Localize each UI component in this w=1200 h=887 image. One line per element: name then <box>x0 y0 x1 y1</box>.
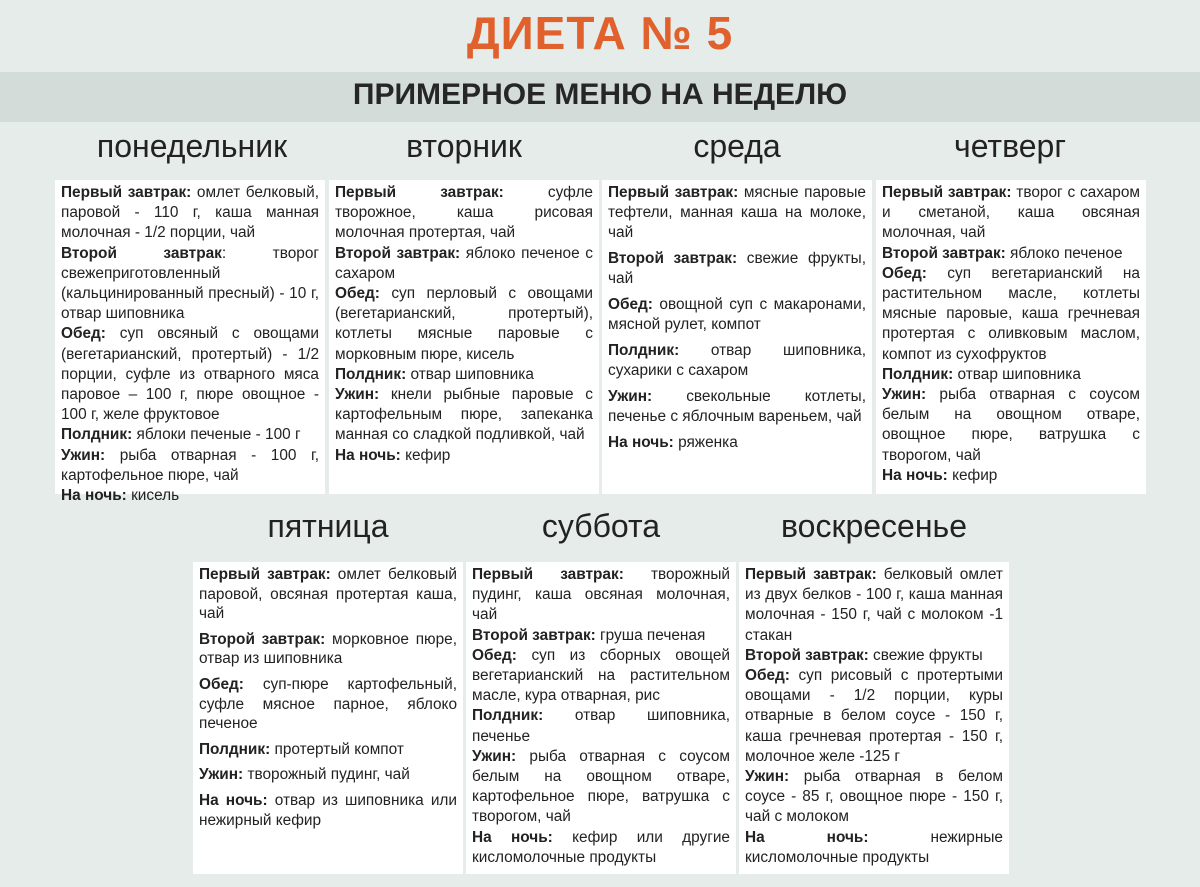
meal-item: На ночь: кефир <box>882 466 998 484</box>
meal-item: Ужин: рыба отварная в белом соусе - 85 г, овощное пюре - 150 г, чай с молоком <box>745 768 1003 826</box>
meal-item: Второй завтрак: свежие фрукты, чай <box>608 250 866 287</box>
meal-item: Полдник: протертый компот <box>199 740 404 758</box>
meal-item: Обед: суп вегетарианский на растительном масле, котлеты мясные паровые, каша гречневая протертая с оливковым маслом, компот из сухофруктов <box>882 264 1140 363</box>
meal-item: Обед: суп овсяный с овощами (вегетарианский, протертый) - 1/2 порции, суфле из отварного мяса паровое – 100 г, пюре овощное - 100 г, желе фруктовое <box>61 325 319 424</box>
meal-item: Полдник: отвар шиповника, печенье <box>472 707 730 745</box>
meal-item: Второй завтрак: свежие фрукты <box>745 646 983 664</box>
meal-item: Обед: овощной суп с макаронами, мясной рулет, компот <box>608 296 866 333</box>
meal-item: Ужин: рыба отварная - 100 г, картофельное пюре, чай <box>61 446 319 484</box>
day-heading-wednesday: среда <box>693 128 781 164</box>
meal-item: На ночь: отвар из шиповника или нежирный кефир <box>199 791 457 829</box>
menu-card-wednesday <box>602 180 872 494</box>
meal-item: На ночь: ряженка <box>608 434 738 451</box>
day-heading-tuesday: вторник <box>406 128 522 164</box>
meal-item: Обед: суп-пюре картофельный, суфле мясное парное, яблоко печеное <box>199 675 457 733</box>
meal-item: На ночь: кефир <box>335 446 451 464</box>
meal-item: Обед: суп из сборных овощей вегетарианский на растительном масле, кура отварная, рис <box>472 646 730 705</box>
meal-item: Второй завтрак: творог свежеприготовленный (кальцинированный пресный) - 10 г, отвар шиповника <box>61 244 319 323</box>
meal-item: Первый завтрак: белковый омлет из двух белков - 100 г, каша манная молочная - 150 г, чай с молоком -1 стакан <box>745 566 1003 644</box>
menu-card-monday <box>55 180 325 505</box>
menu-card-sunday <box>739 562 1009 874</box>
day-heading-friday: пятница <box>267 508 389 544</box>
menu-card-saturday <box>466 562 736 874</box>
meal-item: Второй завтрак: яблоко печеное с сахаром <box>335 244 593 282</box>
meal-item: Обед: суп перловый с овощами (вегетарианский, протертый), котлеты мясные паровые с морковным пюре, кисель <box>335 285 593 363</box>
meal-item: Второй завтрак: яблоко печеное <box>882 244 1123 262</box>
menu-card-thursday <box>876 180 1146 494</box>
meal-item: Первый завтрак: омлет белковый паровой, овсяная протертая каша, чай <box>199 566 457 623</box>
meal-item: Ужин: творожный пудинг, чай <box>199 766 410 784</box>
meal-item: Первый завтрак: творог с сахаром и сметаной, каша овсяная молочная, чай <box>882 184 1140 242</box>
menu-card-tuesday <box>329 180 599 494</box>
meal-item: Первый завтрак: мясные паровые тефтели, манная каша на молоке, чай <box>608 184 866 241</box>
page-subtitle: ПРИМЕРНОЕ МЕНЮ НА НЕДЕЛЮ <box>352 78 848 111</box>
menu-card-friday <box>193 562 463 874</box>
meal-item: Второй завтрак: морковное пюре, отвар из шиповника <box>199 630 457 668</box>
meal-item: Первый завтрак: суфле творожное, каша рисовая молочная протертая, чай <box>335 184 593 242</box>
day-heading-sunday: воскресенье <box>781 508 967 544</box>
day-heading-saturday: суббота <box>541 508 661 544</box>
page-title: ДИЕТА № 5 <box>466 7 734 59</box>
meal-item: Второй завтрак: груша печеная <box>472 626 706 644</box>
meal-item: На ночь: кисель <box>61 487 180 505</box>
meal-item: Ужин: кнели рыбные паровые с картофельным пюре, запеканка манная со сладкой подливкой, чай <box>335 386 593 444</box>
meal-item: Полдник: отвар шиповника <box>882 365 1081 383</box>
meal-item: Первый завтрак: творожный пудинг, каша овсяная молочная, чай <box>472 566 730 624</box>
day-heading-monday: понедельник <box>96 128 288 164</box>
meal-item: Первый завтрак: омлет белковый, паровой - 110 г, каша манная молочная - 1/2 порции, чай <box>61 184 319 242</box>
meal-item: Ужин: рыба отварная с соусом белым на овощном отваре, картофельное пюре, ватрушка с творогом, чай <box>472 747 730 826</box>
meal-item: Ужин: свекольные котлеты, печенье с яблочным вареньем, чай <box>608 388 866 425</box>
meal-item: Полдник: отвар шиповника, сухарики с сахаром <box>608 342 866 379</box>
meal-item: Обед: суп рисовый с протертыми овощами - 1/2 порции, куры отварные в белом соусе - 150 г, каша гречневая протертая - 150 г, молочное желе -125 г <box>745 667 1003 765</box>
meal-item: Полдник: яблоки печеные - 100 г <box>61 426 301 444</box>
meal-item: Ужин: рыба отварная с соусом белым на овощном отваре, овощное пюре, ватрушка с творогом, чай <box>882 386 1140 464</box>
meal-item: На ночь: кефир или другие кисломолочные продукты <box>472 828 730 866</box>
meal-item: На ночь: нежирные кисломолочные продукты <box>745 828 1003 866</box>
day-heading-thursday: четверг <box>954 128 1066 164</box>
meal-item: Полдник: отвар шиповника <box>335 365 534 383</box>
